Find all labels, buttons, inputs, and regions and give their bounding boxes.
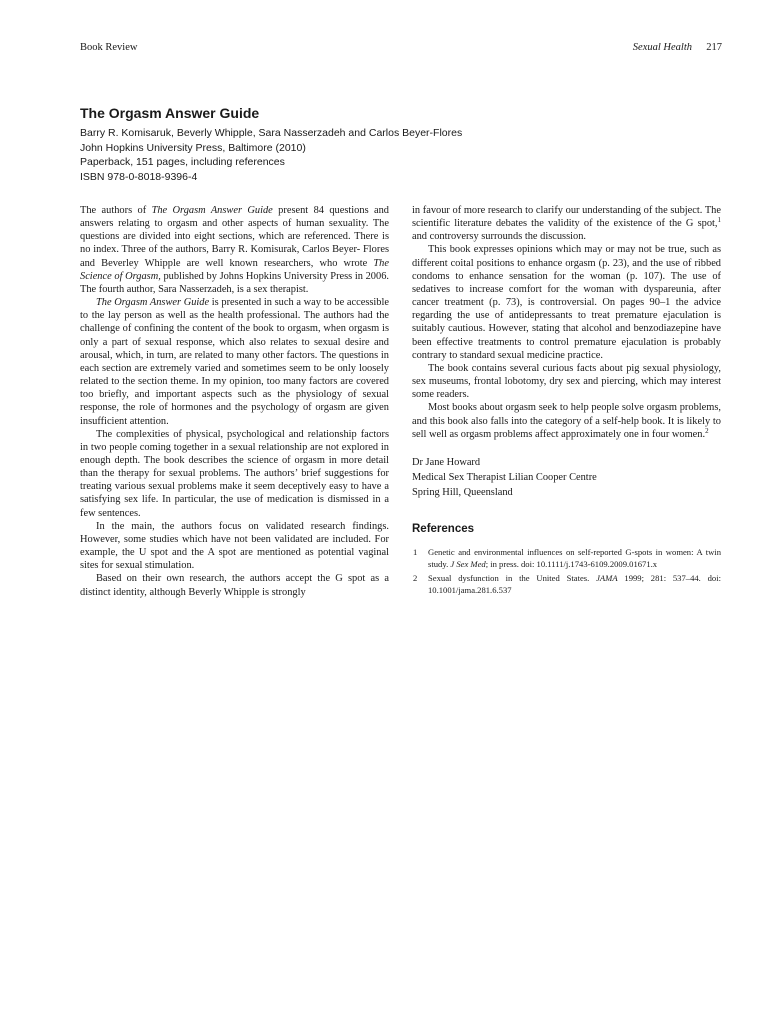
paragraph-6: This book expresses opinions which may or may not be true, such as different coital positions to enhance orgasm (p. 23), and the use of ribbed condoms to enhance sensation for the woman (p. 107). The use of sedatives to increase comfort for the woman with dyspareunia, after cancer treatment (p. 73), is controversial. On pages 90–1 the advice regarding the use of antidepressants to treat premature ejaculation is suitably cautious. However, stating that alcohol and benzodiazepine have been effective treatments to control premature ejaculation is probably contrary to standard sexual medicine practice. [412, 244, 721, 361]
page-number: 217 [706, 42, 722, 53]
paragraph-8 [412, 401, 721, 440]
reference-journal: J Sex Med [450, 558, 486, 569]
text-run: The authors of [80, 205, 152, 216]
reference-list [412, 546, 721, 596]
reviewer-location: Spring Hill, Queensland [412, 486, 513, 498]
book-isbn: ISBN 978-0-8018-9396-4 [80, 170, 198, 183]
text-run: is presented in such a way to be accessible to the lay person as well as the health professional. The authors had the challenge of confining the content of the book to orgasm, when orgasm is only a part of sexual response, which also relates to sexual desire and arousal, which, in turn, are related to many other factors. The questions in each section are extremely varied and sometimes seem to be only loosely related to the section theme. In my opinion, too many factors are covered too briefly, and important aspects such as the physiology of sexual response, the role of hormones and the psychology of orgasm are given insufficient attention. [80, 297, 390, 427]
reference-item [412, 546, 721, 570]
reference-item [412, 572, 721, 596]
text-run: present 84 questions and answers relating to orgasm and other aspects of human sexuality. The questions are divided into eight sections, which are referenced. There is no index. Three of the authors, Barry R. Komisurak, Carlos Beyer- Flores and Beverley Whipple are well known researchers, who wrote [80, 205, 389, 269]
paragraph-7: The book contains several curious facts about pig sexual physiology, sex museums, frontal lobotomy, dry sex and piercing, which may interest some readers. [412, 362, 721, 401]
references-heading: References [412, 522, 475, 535]
text-run: Most books about orgasm seek to help people solve orgasm problems, and this book also falls into the category of a self-help book. It is likely to sell well as orgasm problems affect approximately one in four women. [412, 402, 721, 440]
book-publisher: John Hopkins University Press, Baltimore (2010) [80, 141, 306, 154]
book-title-italic: The Science of Orgasm, [80, 257, 389, 282]
book-authors: Barry R. Komisaruk, Beverly Whipple, Sara Nasserzadeh and Carlos Beyer-Flores [80, 127, 463, 139]
running-head [80, 41, 722, 55]
section-label: Book Review [80, 42, 138, 53]
reviewer-name: Dr Jane Howard [412, 456, 481, 468]
paragraph-5-end: in favour of more research to clarify our understanding of the subject. The scientific literature debates the validity of the existence of the G spot,$^1$ and controversy surrounds the discussion. [412, 205, 721, 243]
paragraph-1 [80, 204, 389, 296]
reviewer-signature [412, 455, 721, 500]
left-column [80, 204, 389, 599]
reference-number: 2 [413, 572, 418, 583]
citation-2: 2 [705, 426, 709, 435]
paragraph-4: In the main, the authors focus on validated research findings. However, some studies which have not been validated are included. For example, the U spot and the A spot are mentioned as potential vaginal sites for sexual stimulation. [80, 520, 389, 572]
book-title: The Orgasm Answer Guide [80, 105, 260, 121]
right-column [412, 204, 721, 598]
citation-1: 1 [717, 216, 721, 225]
reference-number: 1 [413, 546, 418, 557]
reference-journal: JAMA [596, 572, 618, 583]
book-details [80, 126, 680, 184]
paragraph-5-start: Based on their own research, the authors accept the G spot as a distinct identity, although Beverly Whipple is strongly [80, 573, 389, 598]
reference-text: ; in press. doi: 10.1111/j.1743-6109.2009.01671.x [485, 558, 658, 569]
book-format: Paperback, 151 pages, including references [80, 156, 285, 168]
paragraph-3: The complexities of physical, psychological and relationship factors in two people coming together in a sexual relationship are not explored in enough depth. The book describes the science of orgasm in more detail than the therapy for sexual problems. The authors’ brief suggestions for treating various sexual problems make it seem deceptively easy to have a satisfying sex life. In particular, the use of medication is dismissed in a few sentences. [80, 428, 389, 519]
reference-text: 1999; 281: 537–44. doi: 10.1001/jama.281.6.537 [428, 572, 722, 595]
paragraph-2 [80, 296, 389, 428]
journal-name: Sexual Health [632, 42, 692, 53]
reference-text: Genetic and environmental influences on self-reported G-spots in women: A twin study. [428, 546, 721, 569]
reference-text: Sexual dysfunction in the United States. [428, 572, 597, 583]
book-title-italic: The Orgasm Answer Guide [96, 297, 210, 309]
text-run: published by Johns Hopkins University Press in 2006. The fourth author, Sara Nasserzadeh, is a sex therapist. [80, 270, 389, 295]
reviewer-affiliation: Medical Sex Therapist Lilian Cooper Centre [412, 471, 597, 483]
book-title-italic: The Orgasm Answer Guide [151, 205, 273, 216]
